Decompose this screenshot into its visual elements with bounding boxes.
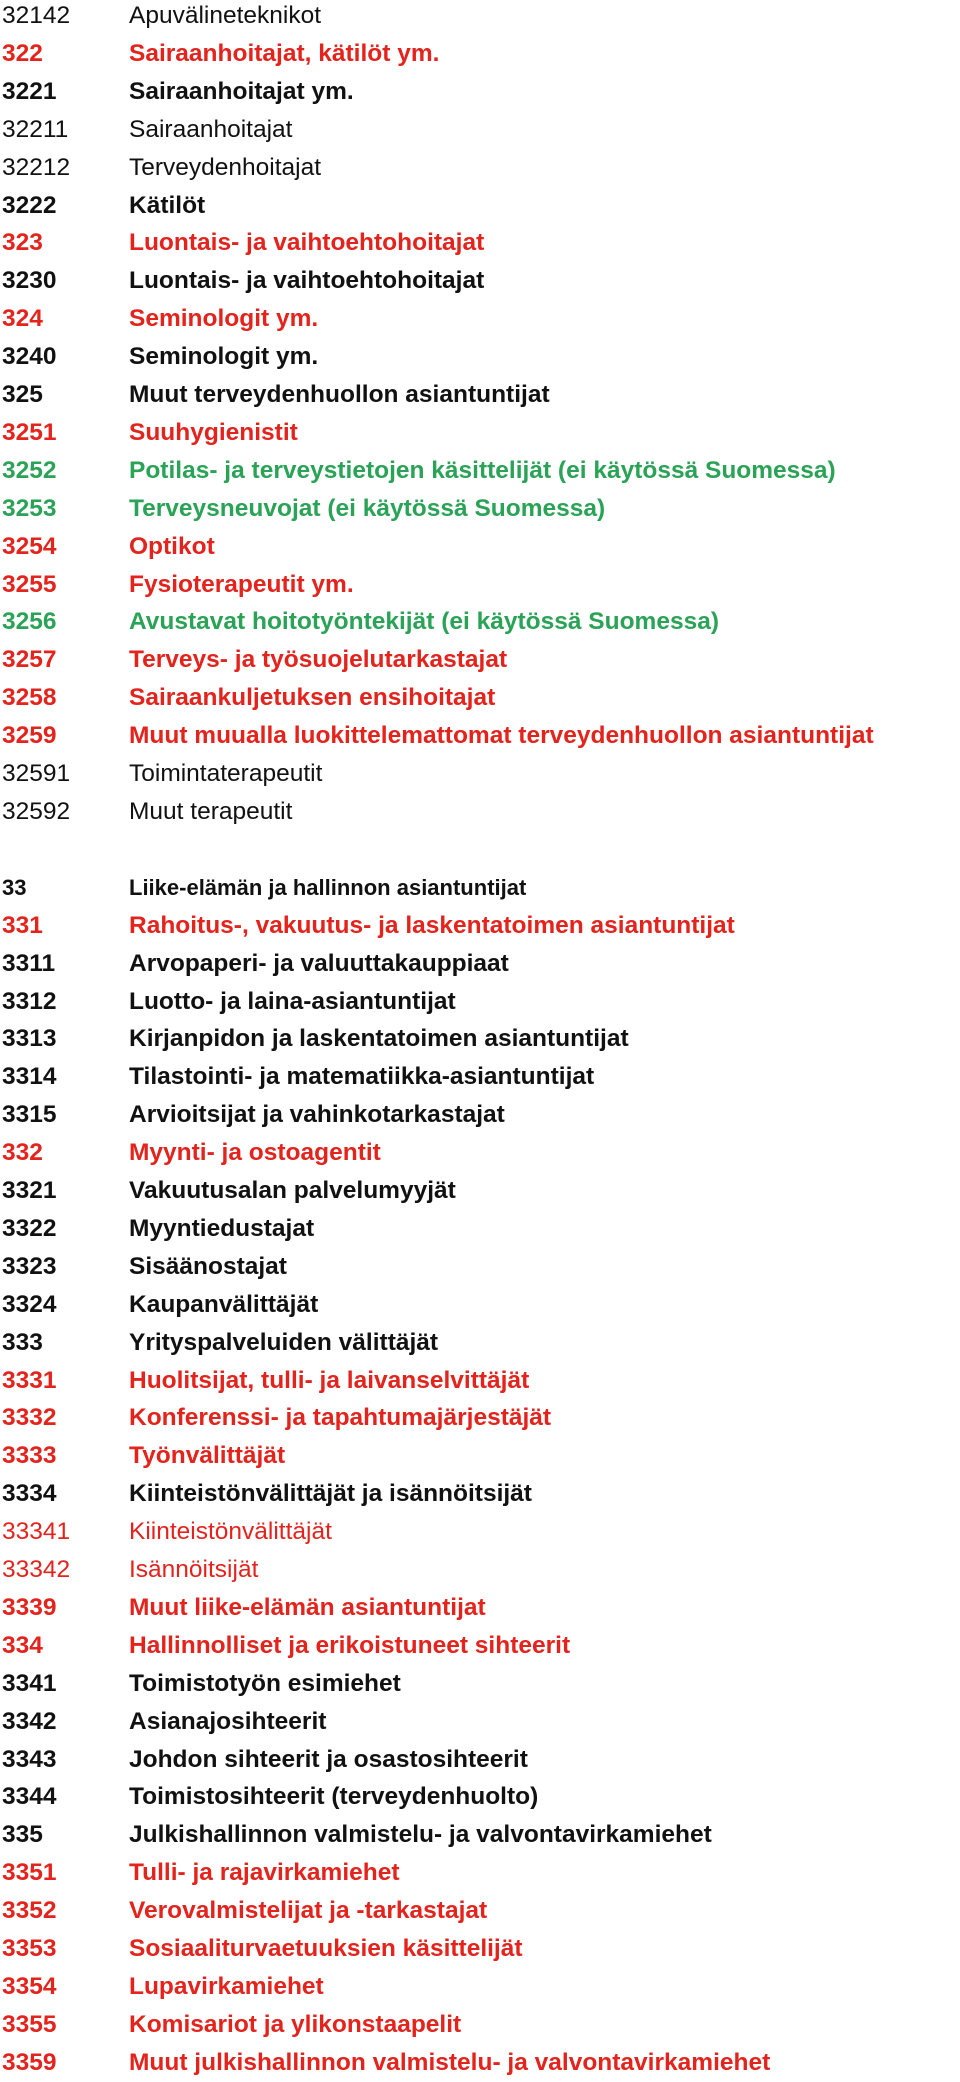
occupation-title: Muut terveydenhuollon asiantuntijat: [129, 381, 550, 408]
occupation-title: Konferenssi- ja tapahtumajärjestäjät: [129, 1404, 552, 1432]
occupation-title: Kiinteistönvälittäjät: [129, 1518, 332, 1546]
occupation-title: Toimistosihteerit (terveydenhuolto): [129, 1783, 539, 1811]
occupation-title: Yrityspalveluiden välittäjät: [129, 1328, 439, 1356]
occupation-code: 33342: [2, 1556, 71, 1583]
occupation-code: 3253: [2, 494, 57, 522]
occupation-title: Seminologit ym.: [129, 343, 319, 371]
occupation-title: Luontais- ja vaihtoehtohoitajat: [129, 229, 485, 257]
occupation-title: Fysioterapeutit ym.: [129, 570, 354, 598]
occupation-code: 3342: [2, 1707, 57, 1735]
occupation-title: Muut terapeutit: [129, 797, 293, 825]
occupation-code: 3344: [2, 1783, 57, 1811]
occupation-title: Potilas- ja terveystietojen käsittelijät (ei käytössä Suomessa): [129, 456, 836, 484]
occupation-code: 3257: [2, 646, 57, 674]
occupation-title: Kiinteistönvälittäjät ja isännöitsijät: [129, 1480, 532, 1508]
occupation-code: 3251: [2, 418, 57, 446]
occupation-title: Sairaankuljetuksen ensihoitajat: [129, 684, 496, 712]
occupation-title: Kirjanpidon ja laskentatoimen asiantuntijat: [129, 1025, 629, 1053]
occupation-code: 3259: [2, 722, 57, 750]
occupation-code: 3339: [2, 1593, 57, 1621]
occupation-title: Toimistotyön esimiehet: [129, 1669, 401, 1697]
occupation-title: Muut liike-elämän asiantuntijat: [129, 1593, 486, 1621]
occupation-title: Myyntiedustajat: [129, 1214, 315, 1242]
occupation-title: Johdon sihteerit ja osastosihteerit: [129, 1745, 528, 1773]
occupation-title: Seminologit ym.: [129, 305, 319, 333]
occupation-code: 3314: [2, 1063, 57, 1091]
occupation-title: Lupavirkamiehet: [129, 1972, 324, 2000]
occupation-title: Optikot: [129, 532, 215, 560]
occupation-code: 3353: [2, 1935, 57, 1962]
occupation-title: Arvioitsijat ja vahinkotarkastajat: [129, 1101, 505, 1129]
occupation-title: Isännöitsijät: [129, 1556, 259, 1583]
occupation-title: Sairaanhoitajat ym.: [129, 77, 354, 105]
occupation-code: 3321: [2, 1177, 57, 1204]
occupation-code: 3331: [2, 1366, 57, 1394]
occupation-code: 3323: [2, 1252, 57, 1280]
occupation-code: 3254: [2, 532, 57, 560]
occupation-code: 331: [2, 911, 43, 939]
occupation-code: 323: [2, 229, 43, 257]
occupation-code: 334: [2, 1631, 43, 1659]
occupation-code: 3221: [2, 77, 57, 105]
occupation-code: 3352: [2, 1897, 57, 1925]
occupation-title: Sairaanhoitajat, kätilöt ym.: [129, 39, 440, 67]
occupation-code: 3333: [2, 1442, 57, 1470]
occupation-code: 322: [2, 39, 43, 67]
occupation-code: 32592: [2, 797, 71, 825]
occupation-code: 3255: [2, 570, 57, 598]
occupation-title: Vakuutusalan palvelumyyjät: [129, 1177, 456, 1204]
occupation-title: Verovalmistelijat ja -tarkastajat: [129, 1897, 488, 1925]
occupation-title: Myynti- ja ostoagentit: [129, 1139, 381, 1167]
occupation-code: 3313: [2, 1025, 57, 1053]
occupation-title: Kätilöt: [129, 191, 206, 219]
occupation-title: Sosiaaliturvaetuuksien käsittelijät: [129, 1935, 523, 1962]
occupation-title: Sisäänostajat: [129, 1252, 287, 1280]
occupation-title: Terveys- ja työsuojelutarkastajat: [129, 646, 508, 674]
occupation-code: 32142: [2, 2, 71, 29]
occupation-code: 333: [2, 1328, 43, 1356]
occupation-code: 32211: [2, 115, 69, 143]
occupation-code: 3341: [2, 1669, 57, 1697]
occupation-title: Luotto- ja laina-asiantuntijat: [129, 987, 456, 1015]
occupation-title: Apuvälineteknikot: [129, 2, 322, 29]
occupation-code: 3312: [2, 987, 57, 1015]
occupation-code: 3252: [2, 456, 57, 484]
occupation-title: Toimintaterapeutit: [129, 760, 323, 787]
occupation-code: 3332: [2, 1404, 57, 1432]
occupation-title: Tilastointi- ja matematiikka-asiantuntijat: [129, 1063, 595, 1091]
occupation-title: Sairaanhoitajat: [129, 115, 293, 143]
occupation-title: Huolitsijat, tulli- ja laivanselvittäjät: [129, 1366, 530, 1394]
occupation-title: Julkishallinnon valmistelu- ja valvontavirkamiehet: [129, 1821, 712, 1849]
occupation-title: Hallinnolliset ja erikoistuneet sihteerit: [129, 1631, 571, 1659]
occupation-title: Avustavat hoitotyöntekijät (ei käytössä Suomessa): [129, 608, 719, 636]
occupation-code: 3222: [2, 191, 57, 219]
occupation-code: 3230: [2, 267, 57, 295]
occupation-code: 3240: [2, 343, 57, 371]
occupation-code: 33341: [2, 1518, 71, 1546]
occupation-code: 3359: [2, 2048, 57, 2076]
occupation-title: Terveysneuvojat (ei käytössä Suomessa): [129, 494, 606, 522]
occupation-title: Arvopaperi- ja valuuttakauppiaat: [129, 949, 509, 977]
occupation-title: Suuhygienistit: [129, 418, 298, 446]
occupation-code: 3334: [2, 1480, 57, 1508]
occupation-title: Työnvälittäjät: [129, 1442, 286, 1470]
occupation-code: 325: [2, 381, 43, 408]
occupation-code: 3351: [2, 1859, 57, 1887]
occupation-code: 324: [2, 305, 43, 333]
occupation-title: Rahoitus-, vakuutus- ja laskentatoimen asiantuntijat: [129, 911, 735, 939]
occupation-title: Terveydenhoitajat: [129, 153, 322, 181]
occupation-code: 3258: [2, 684, 57, 712]
occupation-code: 3311: [2, 949, 56, 977]
occupation-code: 3324: [2, 1290, 57, 1318]
occupation-code: 332: [2, 1139, 43, 1167]
occupation-title: Komisariot ja ylikonstaapelit: [129, 2010, 462, 2038]
occupation-code: 32212: [2, 153, 71, 181]
occupation-title: Liike-elämän ja hallinnon asiantuntijat: [129, 874, 527, 900]
occupation-title: Muut julkishallinnon valmistelu- ja valvontavirkamiehet: [129, 2048, 771, 2076]
occupation-title: Tulli- ja rajavirkamiehet: [129, 1859, 400, 1887]
occupation-code: 3343: [2, 1745, 57, 1773]
occupation-code: 3256: [2, 608, 57, 636]
occupation-code: 32591: [2, 760, 71, 787]
occupation-code: 3322: [2, 1214, 57, 1242]
occupation-code: 3355: [2, 2010, 57, 2038]
occupation-title: Kaupanvälittäjät: [129, 1290, 319, 1318]
occupation-code: 3315: [2, 1101, 57, 1129]
occupation-code: 335: [2, 1821, 43, 1849]
occupation-title: Luontais- ja vaihtoehtohoitajat: [129, 267, 485, 295]
occupation-code: 3354: [2, 1972, 57, 2000]
occupation-code: 33: [2, 874, 27, 900]
occupation-title: Muut muualla luokittelemattomat terveydenhuollon asiantuntijat: [129, 722, 874, 750]
occupation-title: Asianajosihteerit: [129, 1707, 327, 1735]
